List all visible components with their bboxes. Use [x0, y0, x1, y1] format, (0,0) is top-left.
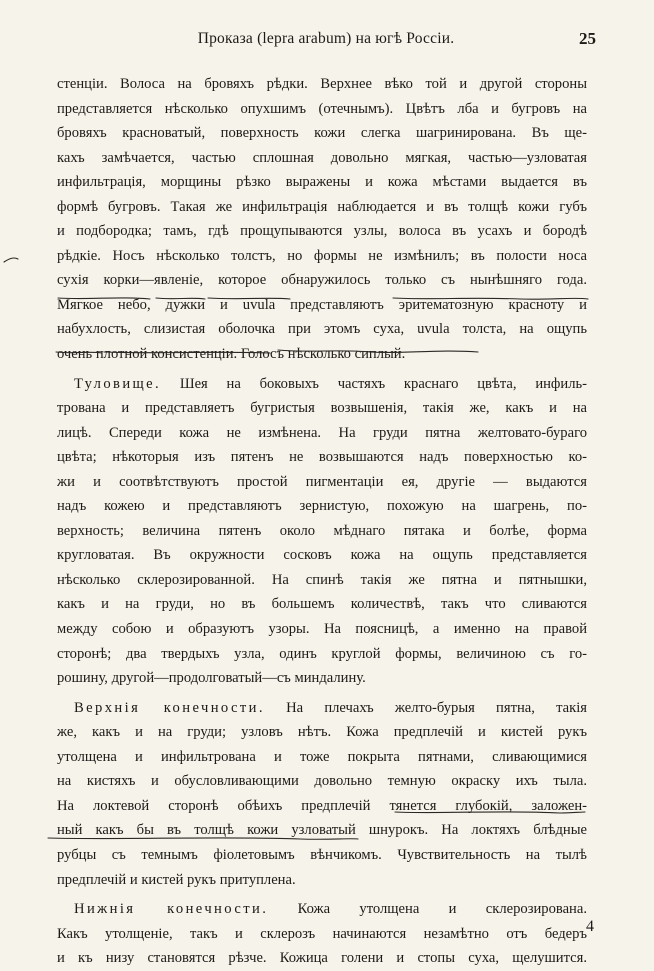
text-line: Туловище. Шея на боковыхъ частяхъ краснаго цвѣта, инфиль- [74, 375, 587, 392]
running-title: Проказа (lepra arabum) на югѣ Россіи. [197, 30, 455, 47]
text-line: же, какъ и на груди; узловъ нѣтъ. Кожа предплечій и кистей рукъ [57, 724, 587, 741]
text-line: кахъ замѣчается, частью сплошная довольно мягкая, частью—узловатая [57, 149, 587, 166]
text-line: цвѣта; нѣкоторыя изъ пятенъ не возвышаются надъ поверхностью ко- [57, 449, 587, 466]
text-line: жи и соотвѣтствуютъ простой пигментаціи ея, другіе — выдаются [57, 473, 587, 490]
running-header [56, 30, 596, 52]
page-number: 25 [579, 29, 596, 48]
text-line: какъ и на груди, но въ большемъ количествѣ, такъ что сливаются [57, 596, 587, 613]
text-line: Верхнія конечности. На плечахъ желто-бурыя пятна, такія [74, 699, 587, 716]
text-line: очень плотной консистенціи. Голосъ нѣсколько сиплый. [57, 346, 406, 363]
text-line: рѣдкіе. Носъ нѣсколько толстъ, но формы не измѣнилъ; въ полости носа [57, 247, 587, 264]
text-line: ный какъ бы въ толщѣ кожи узловатый шнурокъ. На локтяхъ блѣдные [57, 822, 587, 839]
text-line: предплечій и кистей рукъ притуплена. [57, 871, 296, 888]
text-line: На локтевой сторонѣ обѣихъ предплечій тянется глубокій, заложен- [57, 797, 587, 814]
section-heading: Туловище. [74, 375, 162, 392]
paragraph-face [57, 72, 587, 367]
text-line: и къ низу становятся рѣзче. Кожица голени и стопы суха, щелушится. [57, 950, 587, 967]
text-line: сторонѣ; два твердыхъ узла, одинъ круглой формы, величиною съ го- [57, 645, 587, 662]
text-line: сухія корки—явленіе, которое обнаружилось только съ нынѣшняго года. [57, 272, 587, 289]
signature-mark: 4 [586, 918, 594, 935]
text-line: бровяхъ красноватый, поверхность кожи слегка шагринирована. Въ ще- [57, 125, 587, 142]
section-heading: Верхнія конечности. [74, 699, 265, 716]
text-line: утолщена и инфильтрована и тоже покрыта пятнами, сливающимися [57, 748, 587, 765]
text-line: Какъ утолщеніе, такъ и склерозъ начинаются незамѣтно отъ бедеръ [57, 925, 587, 942]
underline-mark [4, 258, 18, 262]
text-line: представляется нѣсколько опухшимъ (отечнымъ). Цвѣтъ лба и бугровъ на [57, 100, 587, 117]
text-line: рубцы съ темнымъ фіолетовымъ вѣнчикомъ. Чувствительность на тылѣ [57, 846, 587, 863]
text-line: формѣ бугровъ. Такая же инфильтрація наблюдается и въ толщѣ кожи губъ [57, 198, 587, 215]
body-text [57, 72, 587, 971]
text-line: на кистяхъ и обусловливающими довольно темную окраску ихъ тыла. [57, 773, 587, 790]
text-line: кругловатая. Въ окружности сосковъ кожа на ощупь представляется [57, 547, 587, 564]
text-line: инфильтрація, морщины рѣзко выражены и кожа мѣстами выдается въ [57, 174, 587, 191]
text-line: набухлость, слизистая оболочка при этомъ суха, uvula толста, на ощупь [57, 321, 587, 338]
text-line: лицѣ. Спереди кожа не измѣнена. На груди пятна желтовато-бураго [57, 424, 587, 441]
text-line: стенціи. Волоса на бровяхъ рѣдки. Верхнее вѣко той и другой стороны [57, 76, 587, 92]
text-line: Нижнія конечности. Кожа утолщена и склерозирована. [74, 901, 587, 918]
paragraph-trunk [57, 372, 587, 691]
text-line: верхность; величина пятенъ около мѣднаго пятака и болѣе, форма [57, 522, 587, 539]
text-line: рошину, другой—продолговатый—съ миндалину. [57, 670, 366, 687]
text-line: Мягкое небо, дужки и uvula представляютъ эритематозную красноту и [57, 296, 587, 313]
text-line: нѣсколько склерозированной. На спинѣ такія же пятна и пятнышки, [57, 571, 587, 588]
text-line: между собою и образуютъ узоры. На поясницѣ, а именно на правой [57, 621, 587, 638]
paragraph-upper-limbs [57, 696, 587, 892]
text-line: надъ кожею и представляютъ зернистую, похожую на шагрень, по- [57, 498, 587, 515]
section-heading: Нижнія конечности. [74, 901, 269, 918]
text-line: трована и представляетъ бугристыя возвышенія, такія же, какъ и на [57, 400, 587, 417]
text-line: и подбородка; тамъ, гдѣ прощупываются узлы, волоса въ усахъ и бородѣ [57, 223, 587, 240]
